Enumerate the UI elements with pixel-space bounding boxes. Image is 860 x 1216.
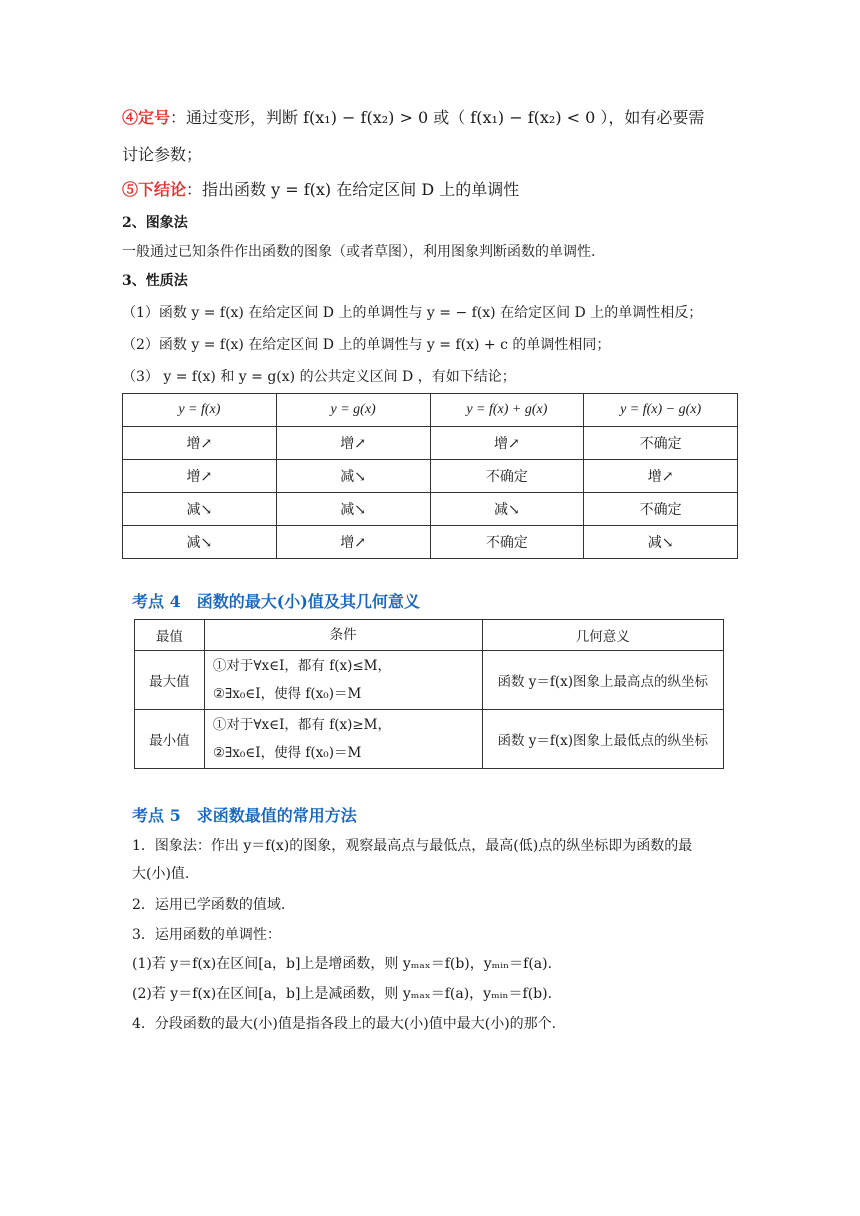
table-row bbox=[123, 526, 738, 559]
point5-line: 2．运用已学函数的值域. bbox=[132, 897, 286, 913]
table-row bbox=[135, 710, 724, 769]
method3-p2: （2）函数 y = f(x) 在给定区间 D 上的单调性与 y = f(x) + c 的单调性相同； bbox=[122, 337, 611, 353]
table-cell: 增↗ bbox=[584, 460, 738, 493]
table-cell: 不确定 bbox=[584, 427, 738, 460]
table-cell: 不确定 bbox=[584, 493, 738, 526]
table-header-cell: y = f(x) bbox=[123, 394, 277, 427]
table-cell: 增↗ bbox=[123, 460, 277, 493]
step4-label: ④定号 bbox=[122, 108, 171, 127]
condition-line: ①对于∀x∈I，都有 f(x)≤M， bbox=[212, 658, 392, 674]
table-cell: 增↗ bbox=[123, 427, 277, 460]
extremum-meaning: 函数 y＝f(x)图象上最高点的纵坐标 bbox=[482, 651, 723, 710]
table-header-row bbox=[135, 620, 724, 651]
point5-title: 考点 5 求函数最值的常用方法 bbox=[132, 806, 357, 825]
table-header-cell: 最值 bbox=[135, 620, 205, 651]
table-row bbox=[123, 493, 738, 526]
point5-line: 4．分段函数的最大(小)值是指各段上的最大(小)值中最大(小)的那个. bbox=[132, 1016, 557, 1032]
method2-text: 一般通过已知条件作出函数的图象（或者草图），利用图象判断函数的单调性. bbox=[122, 244, 596, 260]
table-cell: 减↘ bbox=[123, 526, 277, 559]
table-cell: 增↗ bbox=[430, 427, 584, 460]
table-row bbox=[123, 460, 738, 493]
table-header-cell: y = f(x) + g(x) bbox=[430, 394, 584, 427]
table-header-cell: y = g(x) bbox=[276, 394, 430, 427]
method3-title: 3、性质法 bbox=[122, 273, 188, 289]
extremum-condition bbox=[204, 651, 482, 710]
step5-label: ⑤下结论 bbox=[122, 180, 187, 199]
extremum-meaning: 函数 y＝f(x)图象上最低点的纵坐标 bbox=[482, 710, 723, 769]
step4-text-cont: 讨论参数； bbox=[122, 145, 203, 164]
step5-line bbox=[122, 177, 519, 200]
table-cell: 增↗ bbox=[276, 526, 430, 559]
table-row bbox=[135, 651, 724, 710]
table-cell: 减↘ bbox=[276, 460, 430, 493]
table-cell: 不确定 bbox=[430, 460, 584, 493]
table-header-cell: 条件 bbox=[204, 620, 482, 651]
point5-line: (1)若 y＝f(x)在区间[a，b]上是增函数，则 yₘₐₓ＝f(b)，yₘᵢₙ＝f(a). bbox=[132, 956, 553, 972]
extremum-table bbox=[134, 619, 724, 769]
extremum-name: 最大值 bbox=[135, 651, 205, 710]
method3-p3: （3） y = f(x) 和 y = g(x) 的公共定义区间 D ，有如下结论； bbox=[122, 369, 516, 385]
step4-text: ：通过变形，判断 f(x₁) − f(x₂) > 0 或（ f(x₁) − f(x₂) < 0 ），如有必要需 bbox=[170, 108, 705, 127]
monotonicity-table bbox=[122, 393, 738, 559]
table-header-cell: 几何意义 bbox=[482, 620, 723, 651]
table-cell: 增↗ bbox=[276, 427, 430, 460]
table-cell: 减↘ bbox=[430, 493, 584, 526]
point5-line: 1．图象法：作出 y＝f(x)的图象，观察最高点与最低点，最高(低)点的纵坐标即为函数的最 bbox=[132, 838, 693, 854]
point4-title: 考点 4 函数的最大(小)值及其几何意义 bbox=[132, 592, 420, 611]
extremum-name: 最小值 bbox=[135, 710, 205, 769]
point5-line: (2)若 y＝f(x)在区间[a，b]上是减函数，则 yₘₐₓ＝f(a)，yₘᵢₙ＝f(b). bbox=[132, 986, 553, 1002]
step5-text: ：指出函数 y = f(x) 在给定区间 D 上的单调性 bbox=[186, 180, 520, 199]
table-row bbox=[123, 427, 738, 460]
table-cell: 减↘ bbox=[123, 493, 277, 526]
table-header-row bbox=[123, 394, 738, 427]
table-cell: 减↘ bbox=[276, 493, 430, 526]
condition-line: ①对于∀x∈I，都有 f(x)≥M， bbox=[212, 717, 392, 733]
method3-p1: （1）函数 y = f(x) 在给定区间 D 上的单调性与 y = − f(x) 在给定区间 D 上的单调性相反； bbox=[122, 305, 703, 321]
condition-line: ②∃x₀∈I，使得 f(x₀)＝M bbox=[212, 745, 362, 761]
extremum-condition bbox=[204, 710, 482, 769]
step4-line bbox=[122, 105, 704, 128]
method2-title: 2、图象法 bbox=[122, 215, 188, 231]
point5-line: 3．运用函数的单调性： bbox=[132, 927, 281, 943]
condition-line: ②∃x₀∈I，使得 f(x₀)＝M bbox=[212, 686, 362, 702]
point5-line: 大(小)值. bbox=[132, 866, 190, 882]
table-cell: 不确定 bbox=[430, 526, 584, 559]
table-cell: 减↘ bbox=[584, 526, 738, 559]
table-header-cell: y = f(x) − g(x) bbox=[584, 394, 738, 427]
